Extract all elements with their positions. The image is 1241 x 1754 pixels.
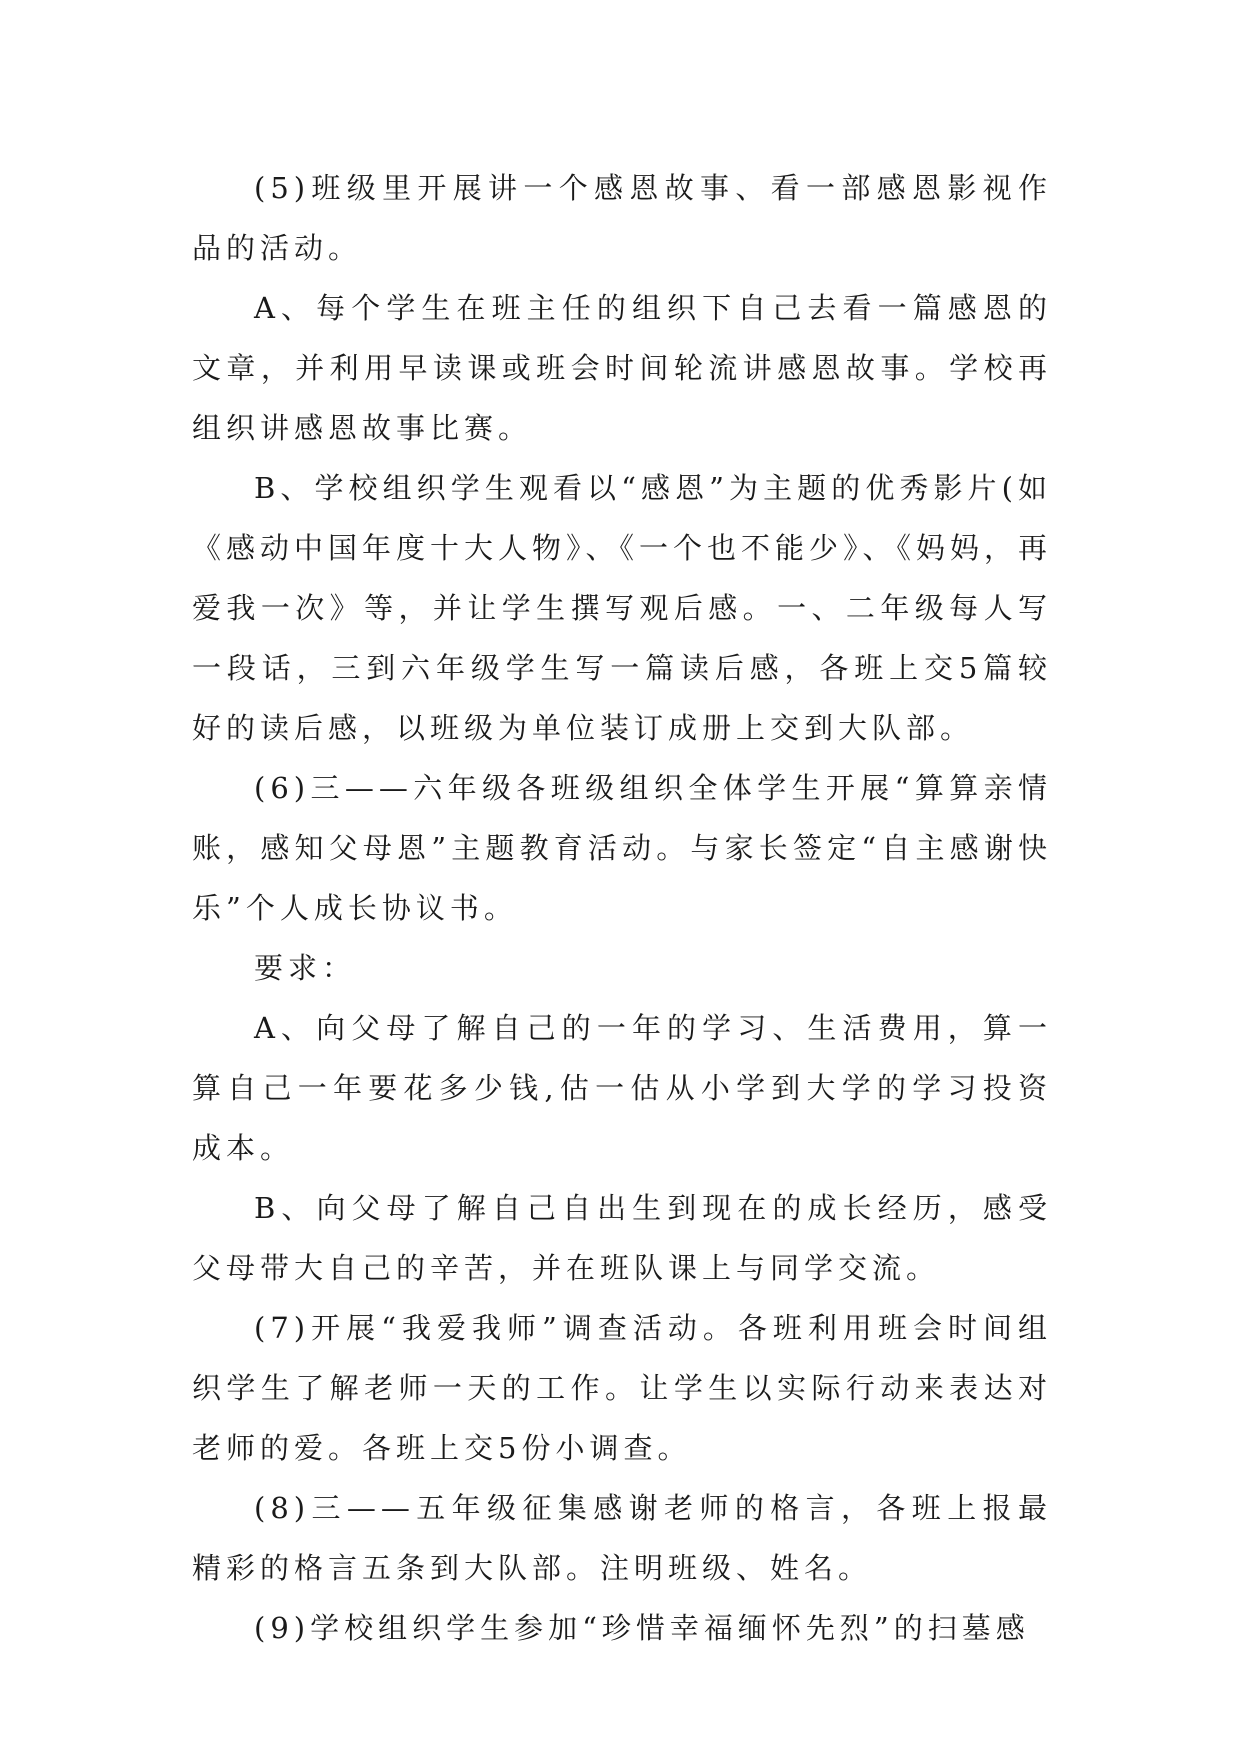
paragraph-item-5: (5)班级里开展讲一个感恩故事、看一部感恩影视作品的活动。 xyxy=(192,171,1052,265)
paragraph-requirements-heading: 要求： xyxy=(254,951,357,985)
paragraph-item-6: (6)三——六年级各班级组织全体学生开展“算算亲情账，感知父母恩”主题教育活动。与家长签定“自主感谢快乐”个人成长协议书。 xyxy=(192,771,1052,925)
paragraph-item-7: (7)开展“我爱我师”调查活动。各班利用班会时间组织学生了解老师一天的工作。让学生以实际行动来表达对老师的爱。各班上交5份小调查。 xyxy=(192,1311,1052,1465)
paragraph-requirement-a: A、向父母了解自己的一年的学习、生活费用，算一算自己一年要花多少钱,估一估从小学到大学的学习投资成本。 xyxy=(192,1011,1052,1165)
paragraph-item-5b: B、学校组织学生观看以“感恩”为主题的优秀影片(如《感动中国年度十大人物》、《一个也不能少》、《妈妈，再爱我一次》等，并让学生撰写观后感。一、二年级每人写一段话，三到六年级学生写一篇读后感，各班上交5篇较好的读后感，以班级为单位装订成册上交到大队部。 xyxy=(192,471,1053,745)
paragraph-item-9: (9)学校组织学生参加“珍惜幸福缅怀先烈”的扫墓感 xyxy=(254,1611,1030,1645)
paragraph-requirement-b: B、向父母了解自己自出生到现在的成长经历，感受父母带大自己的辛苦，并在班队课上与同学交流。 xyxy=(192,1191,1052,1285)
paragraph-item-5a: A、每个学生在班主任的组织下自己去看一篇感恩的文章，并利用早读课或班会时间轮流讲感恩故事。学校再组织讲感恩故事比赛。 xyxy=(192,291,1052,445)
document-body xyxy=(192,158,1052,1658)
paragraph-item-8: (8)三——五年级征集感谢老师的格言，各班上报最精彩的格言五条到大队部。注明班级、姓名。 xyxy=(192,1491,1052,1585)
